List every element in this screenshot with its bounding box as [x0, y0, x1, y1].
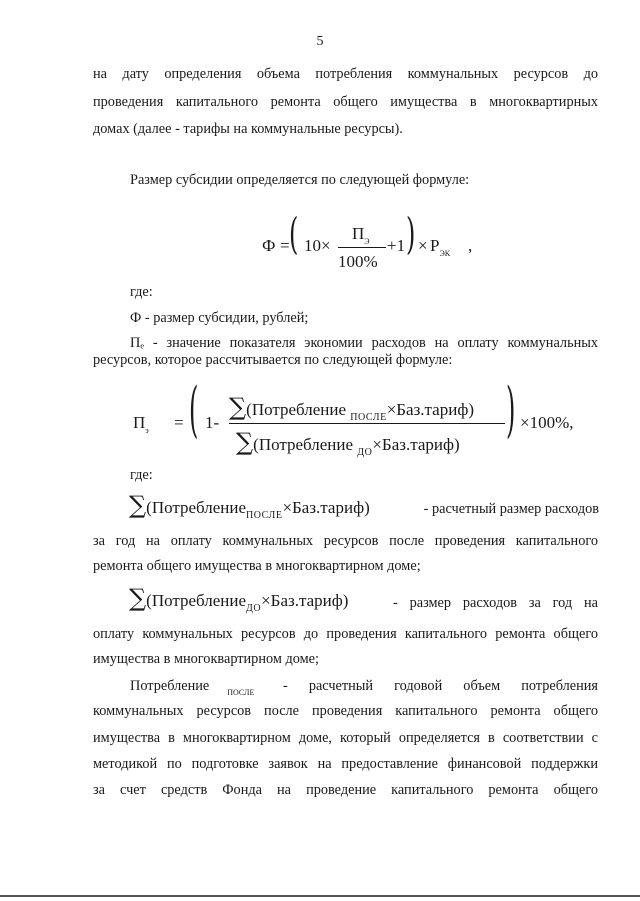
consumption-after-line4: методикой по подготовке заявок на предоставление финансовой поддержки	[93, 756, 598, 772]
sum-after-word: Потребление	[151, 498, 247, 517]
sum-after-desc-line1: - расчетный размер расходов	[423, 501, 599, 517]
sum-before-tariff: ×Баз.тариф	[261, 591, 343, 610]
f2-lhs-sub: э	[145, 426, 149, 435]
sum-after-line3: ремонта общего имущества в многоквартирном доме;	[93, 558, 421, 574]
f2-lhs	[133, 413, 149, 433]
f1-left-paren: (	[289, 208, 299, 260]
def-pe-line1: Пₑ - значение показателя экономии расходов на оплату коммунальных	[130, 335, 598, 351]
sum-after-line2: за год на оплату коммунальных ресурсов после проведения капитального	[93, 533, 598, 549]
f2-num-sum: ∑(Потребление $_{ПОСЛЕ}$×Баз.тариф)	[229, 393, 475, 423]
f1-lhs: Ф	[262, 236, 276, 255]
f2-right-paren: )	[506, 375, 516, 445]
f1-eq: =	[280, 236, 290, 255]
f1-numerator-main: П	[352, 224, 365, 243]
consumption-after-term	[130, 677, 280, 697]
f2-left-paren: (	[189, 375, 199, 445]
f1-rate-sub: ЭК	[439, 249, 451, 258]
f2-num-tariff: ×Баз.тариф	[386, 400, 469, 419]
f2-den-sum: ∑(Потребление $_{ДО}$×Баз.тариф)	[236, 428, 460, 458]
sum-after-sigma: ∑	[129, 491, 147, 519]
f1-rate-main: Р	[430, 236, 440, 255]
sum-before-desc-line1: - размер расходов за год на	[393, 595, 598, 611]
f2-den-sigma: ∑	[236, 428, 254, 456]
consumption-after-line5: за счет средств Фонда на проведение капитального ремонта общего	[93, 782, 598, 798]
f1-tail: ,	[468, 236, 473, 255]
para1-line2: проведения капитального ремонта общего имущества в многоквартирных	[93, 94, 598, 110]
f2-fraction-bar	[229, 423, 505, 424]
f1-right-paren: )	[406, 208, 416, 260]
consumption-after-word: Потребление	[130, 678, 210, 694]
f1-fraction-bar	[338, 247, 386, 248]
sum-before-line3: имущества в многоквартирном доме;	[93, 651, 319, 667]
f2-den-tariff: ×Баз.тариф	[372, 435, 454, 454]
where-label-1: где:	[130, 284, 153, 300]
para1-line3: домах (далее - тарифы на коммунальные ресурсы).	[93, 121, 403, 137]
f2-den-word: Потребление	[258, 435, 354, 454]
sum-before-expression: ∑(Потребление$_{ДО}$×Баз.тариф)	[129, 584, 349, 614]
sum-before-sub: ДО	[246, 603, 262, 614]
formula-intro: Размер субсидии определяется по следующей формуле:	[130, 172, 470, 188]
f2-num-sub: ПОСЛЕ	[350, 412, 387, 423]
sum-after-sub: ПОСЛЕ	[246, 510, 283, 521]
f1-rate	[430, 236, 450, 256]
consumption-after-line3: имущества в многоквартирном доме, который определяется в соответствии с	[93, 730, 598, 746]
def-pe-line2: ресурсов, которое рассчитывается по следующей формуле:	[93, 352, 453, 368]
f2-num-sigma: ∑	[229, 393, 247, 421]
consumption-after-line1: - расчетный годовой объем потребления	[283, 678, 598, 694]
f1-denominator: 100%	[338, 252, 378, 271]
sum-after-tariff: ×Баз.тариф	[282, 498, 365, 517]
where-label-2: где:	[130, 467, 153, 483]
f1-numerator	[352, 224, 370, 244]
f2-eq: =	[174, 413, 184, 432]
f1-plus-one: +1	[387, 236, 406, 255]
f2-num-word: Потребление	[251, 400, 347, 419]
consumption-after-line2: коммунальных ресурсов после проведения капитального ремонта общего	[93, 703, 598, 719]
f2-den-sub: ДО	[357, 447, 373, 458]
f1-ten-times: 10×	[304, 236, 331, 255]
page-number: 5	[316, 34, 324, 49]
consumption-after-sub: ПОСЛЕ	[227, 688, 255, 697]
f1-numerator-sub: Э	[364, 237, 370, 246]
sum-before-sigma: ∑	[129, 584, 147, 612]
def-phi: Ф - размер субсидии, рублей;	[130, 310, 309, 326]
sum-before-word: Потребление	[151, 591, 247, 610]
f2-tail: ×100%,	[520, 413, 574, 432]
f2-one-minus: 1-	[205, 413, 220, 432]
sum-after-expression: ∑(Потребление$_{ПОСЛЕ}$×Баз.тариф)	[129, 491, 370, 521]
sum-before-line2: оплату коммунальных ресурсов до проведения капитального ремонта общего	[93, 626, 598, 642]
para1-line1: на дату определения объема потребления коммунальных ресурсов до	[93, 66, 598, 82]
f1-times: ×	[418, 236, 428, 255]
f2-lhs-main: П	[133, 413, 146, 432]
bottom-scan-edge	[0, 895, 640, 897]
